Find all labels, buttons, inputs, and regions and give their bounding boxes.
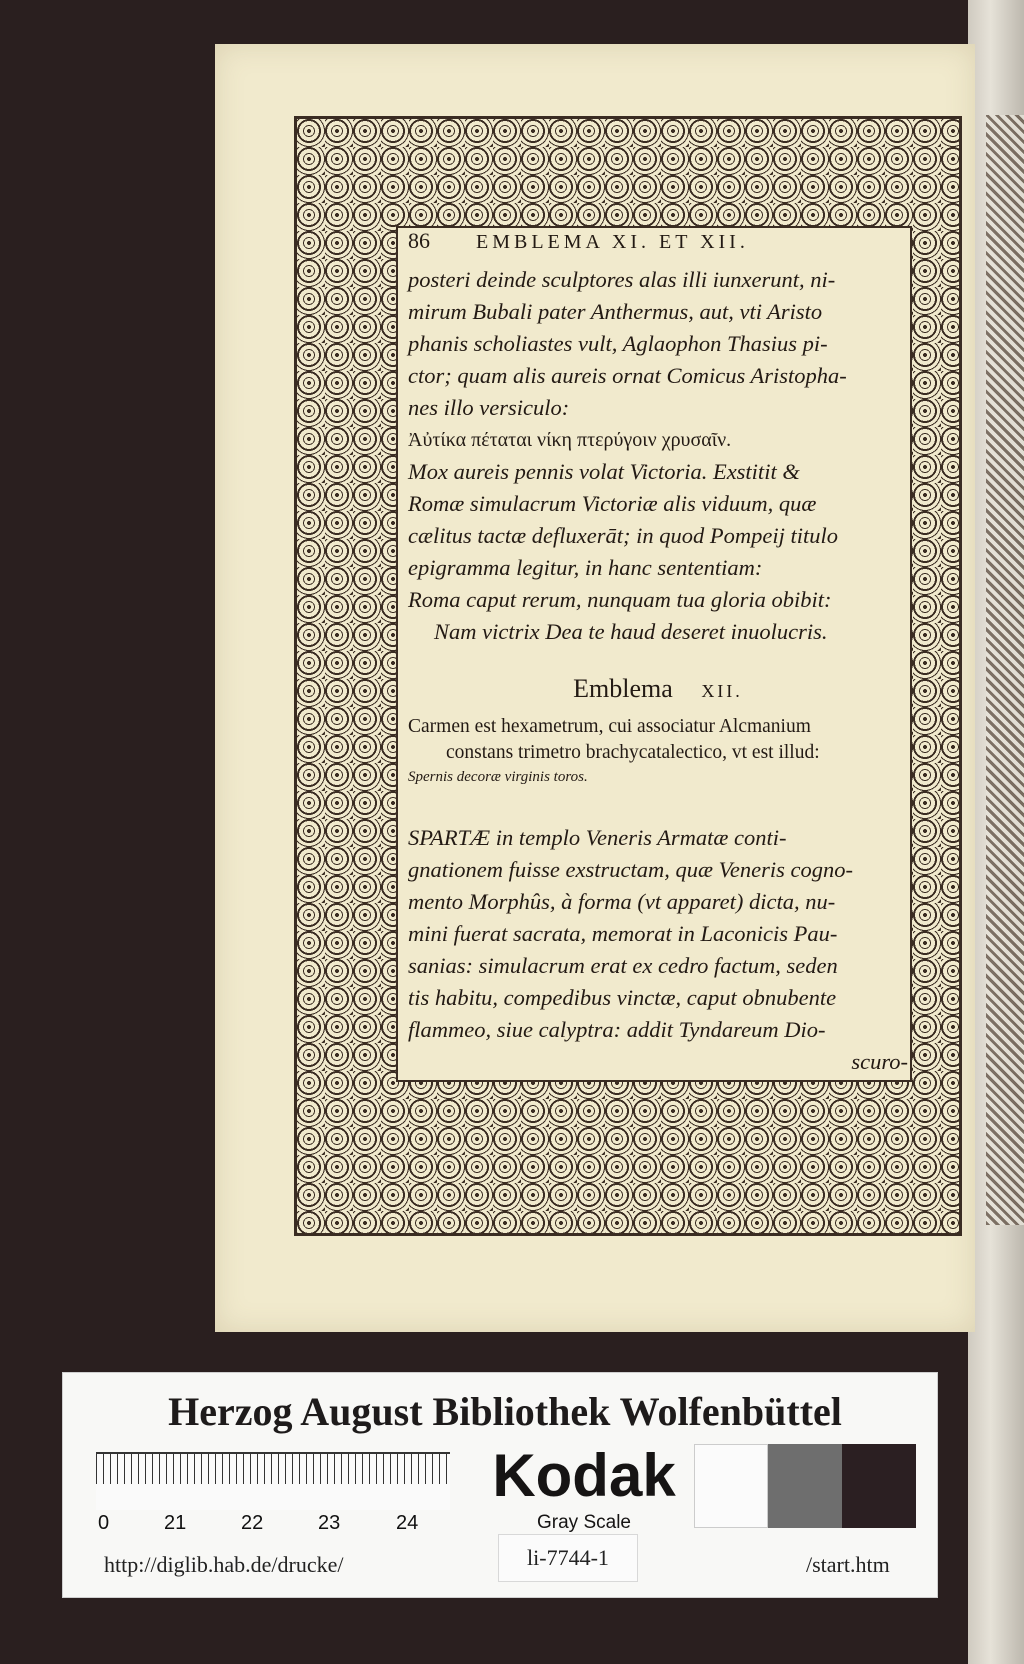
gray-swatch-mid [768, 1444, 842, 1528]
verse-line: Nam victrix Dea te haud deseret inuolucris. [434, 619, 828, 644]
text-line: ctor; quam alis aureis ornat Comicus Aristopha- [408, 363, 847, 388]
adjacent-page-border [986, 115, 1024, 1225]
url-left: http://diglib.hab.de/drucke/ [104, 1552, 344, 1577]
text-line: mirum Bubali pater Anthermus, aut, vti Aristo [408, 299, 823, 324]
text-line: gnationem fuisse exstructam, quæ Veneris cogno- [408, 857, 853, 882]
text-line: SPARTÆ in templo Veneris Armatæ conti- [408, 825, 787, 850]
gray-swatch-dark [842, 1444, 916, 1528]
verse-line: Roma caput rerum, nunquam tua gloria obibit: [408, 587, 832, 612]
emblem-heading-word: Emblema [573, 674, 673, 703]
ruler-label: 0 [98, 1512, 110, 1534]
emblem-heading-number: XII. [701, 681, 743, 701]
text-line: Carmen est hexametrum, cui associatur Alcmanium [408, 716, 811, 737]
text-line: constans trimetro brachycatalectico, vt est illud: [446, 742, 820, 763]
url-right: /start.htm [806, 1552, 890, 1577]
page-number: 86 [408, 228, 430, 253]
running-title: EMBLEMA XI. ET XII. [476, 231, 749, 253]
text-line: nes illo versiculo: [408, 395, 570, 420]
ruler-ticks [96, 1454, 450, 1484]
ruler-label: 23 [318, 1512, 341, 1534]
text-line: posteri deinde sculptores alas illi iunxerunt, ni- [408, 267, 836, 292]
meter-example: Spernis decoræ virginis toros. [408, 769, 588, 785]
spacer [408, 788, 908, 822]
text-line: cælitus tactæ defluxerāt; in quod Pompeij titulo [408, 523, 838, 548]
greek-verse: Ἀὐτίκα πέταται νίκη πτερύγοιν χρυσαῖν. [408, 429, 732, 451]
text-line: flammeo, siue calyptra: addit Tyndareum Dio- [408, 1017, 826, 1042]
paragraph-emblem-xii [408, 822, 908, 1078]
text-line: sanias: simulacrum erat ex cedro factum, seden [408, 953, 838, 978]
text-line: tis habitu, compedibus vinctæ, caput obnubente [408, 985, 837, 1010]
text-line: mento Morphûs, à forma (vt apparet) dicta, nu- [408, 889, 836, 914]
text-line: Mox aureis pennis volat Victoria. Exstitit & [408, 459, 800, 484]
gray-swatch-white [694, 1444, 768, 1528]
paragraph-emblem-xi [408, 264, 908, 648]
brand-subtitle: Gray Scale [537, 1512, 631, 1533]
ruler-label: 24 [396, 1512, 419, 1534]
page-text [408, 228, 908, 1074]
text-line: phanis scholiastes vult, Aglaophon Thasius pi- [408, 331, 828, 356]
running-head [408, 228, 908, 264]
scale-ruler [96, 1452, 450, 1510]
brand-logo: Kodak [492, 1442, 676, 1509]
ruler-label: 21 [164, 1512, 187, 1534]
library-name: Herzog August Bibliothek Wolfenbüttel [168, 1389, 842, 1434]
catchword: scuro- [851, 1049, 908, 1074]
ruler-label: 22 [241, 1512, 264, 1534]
text-line: mini fuerat sacrata, memorat in Laconicis Pau- [408, 921, 838, 946]
meter-note [408, 714, 908, 788]
text-line: epigramma legitur, in hanc sententiam: [408, 555, 763, 580]
emblem-heading [408, 674, 908, 708]
text-line: Romæ simulacrum Victoriæ alis viduum, quæ [408, 491, 817, 516]
shelfmark: li-7744-1 [498, 1534, 638, 1582]
